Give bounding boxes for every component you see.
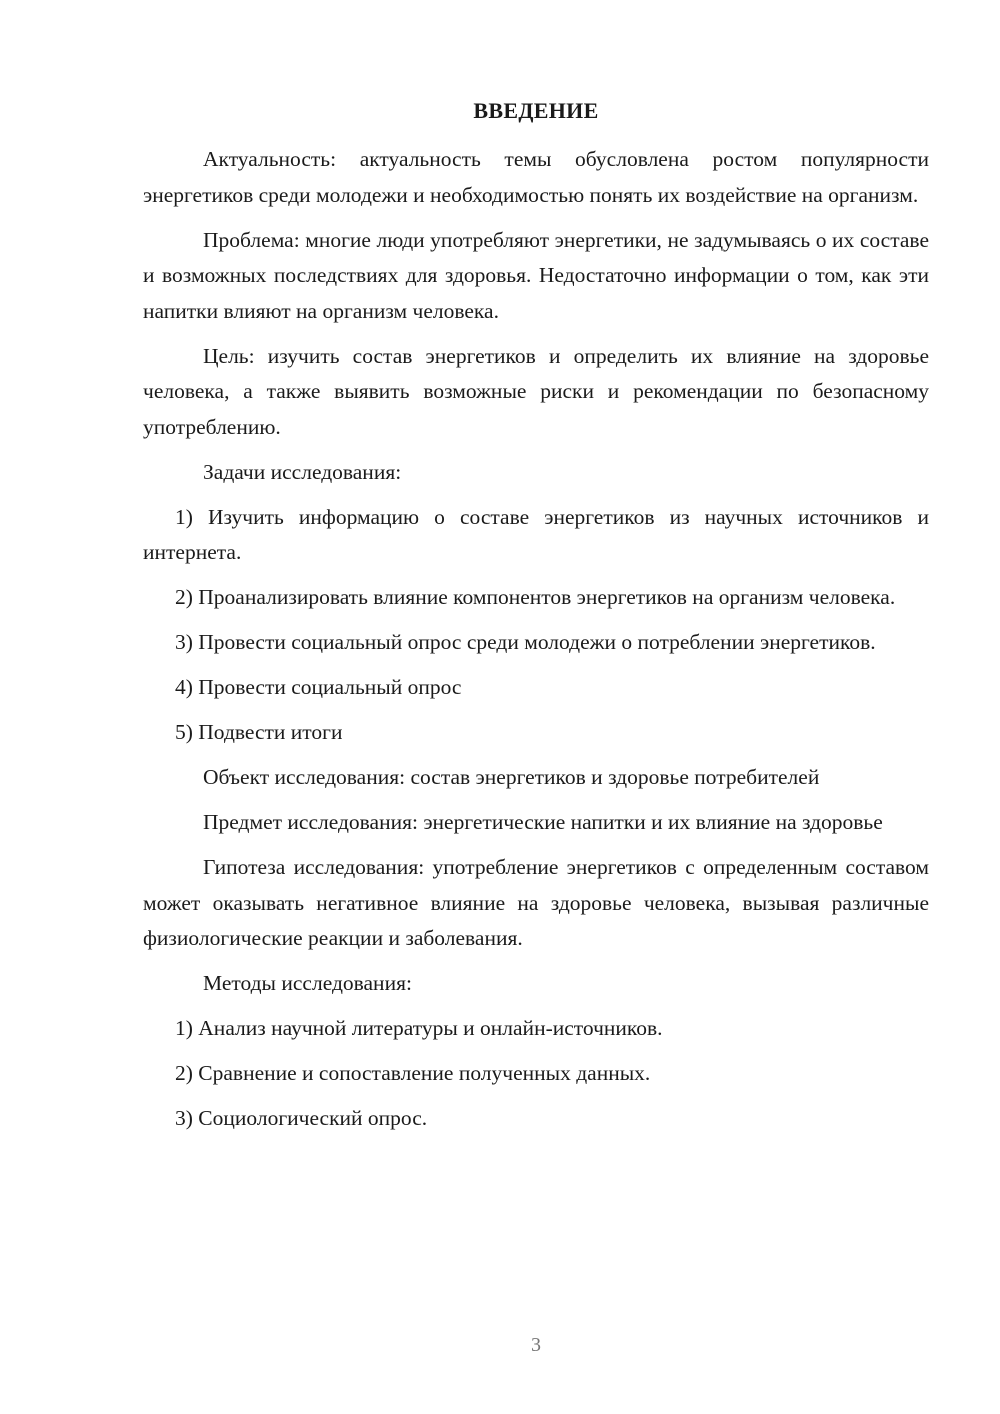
page-number: 3	[531, 1334, 541, 1356]
task-item: 5) Подвести итоги	[175, 720, 343, 744]
tasks-heading: Задачи исследования:	[203, 459, 402, 484]
method-item: 2) Сравнение и сопоставление полученных данных.	[175, 1061, 651, 1085]
subject-paragraph: Предмет исследования: энергетические напитки и их влияние на здоровье	[203, 810, 883, 834]
goal-paragraph: Цель: изучить состав энергетиков и определить их влияние на здоровье человека, а также выявить возможные риски и рекомендации по безопасному употреблению.	[143, 343, 929, 439]
method-item: 1) Анализ научной литературы и онлайн-источников.	[175, 1016, 663, 1040]
task-item: 2) Проанализировать влияние компонентов энергетиков на организм человека.	[175, 585, 896, 609]
relevance-paragraph: Актуальность: актуальность темы обусловлена ростом популярности энергетиков среди молодежи и необходимостью понять их воздействие на организм.	[143, 147, 929, 207]
hypothesis-paragraph: Гипотеза исследования: употребление энергетиков с определенным составом может оказывать негативное влияние на здоровье человека, вызывая различные физиологические реакции и заболевания.	[143, 855, 929, 950]
task-item: 4) Провести социальный опрос	[175, 675, 462, 699]
task-item: 3) Провести социальный опрос среди молодежи о потреблении энергетиков.	[175, 630, 876, 654]
task-item: 1) Изучить информацию о составе энергетиков из научных источников и интернета.	[143, 504, 929, 564]
section-title: ВВЕДЕНИЕ	[473, 98, 599, 123]
object-paragraph: Объект исследования: состав энергетиков и здоровье потребителей	[203, 765, 820, 789]
problem-paragraph: Проблема: многие люди употребляют энергетики, не задумываясь о их составе и возможных последствиях для здоровья. Недостаточно информации о том, как эти напитки влияют на организм человека.	[143, 227, 929, 323]
body-text	[143, 142, 929, 1146]
methods-heading: Методы исследования:	[203, 971, 412, 995]
method-item: 3) Социологический опрос.	[175, 1106, 428, 1130]
